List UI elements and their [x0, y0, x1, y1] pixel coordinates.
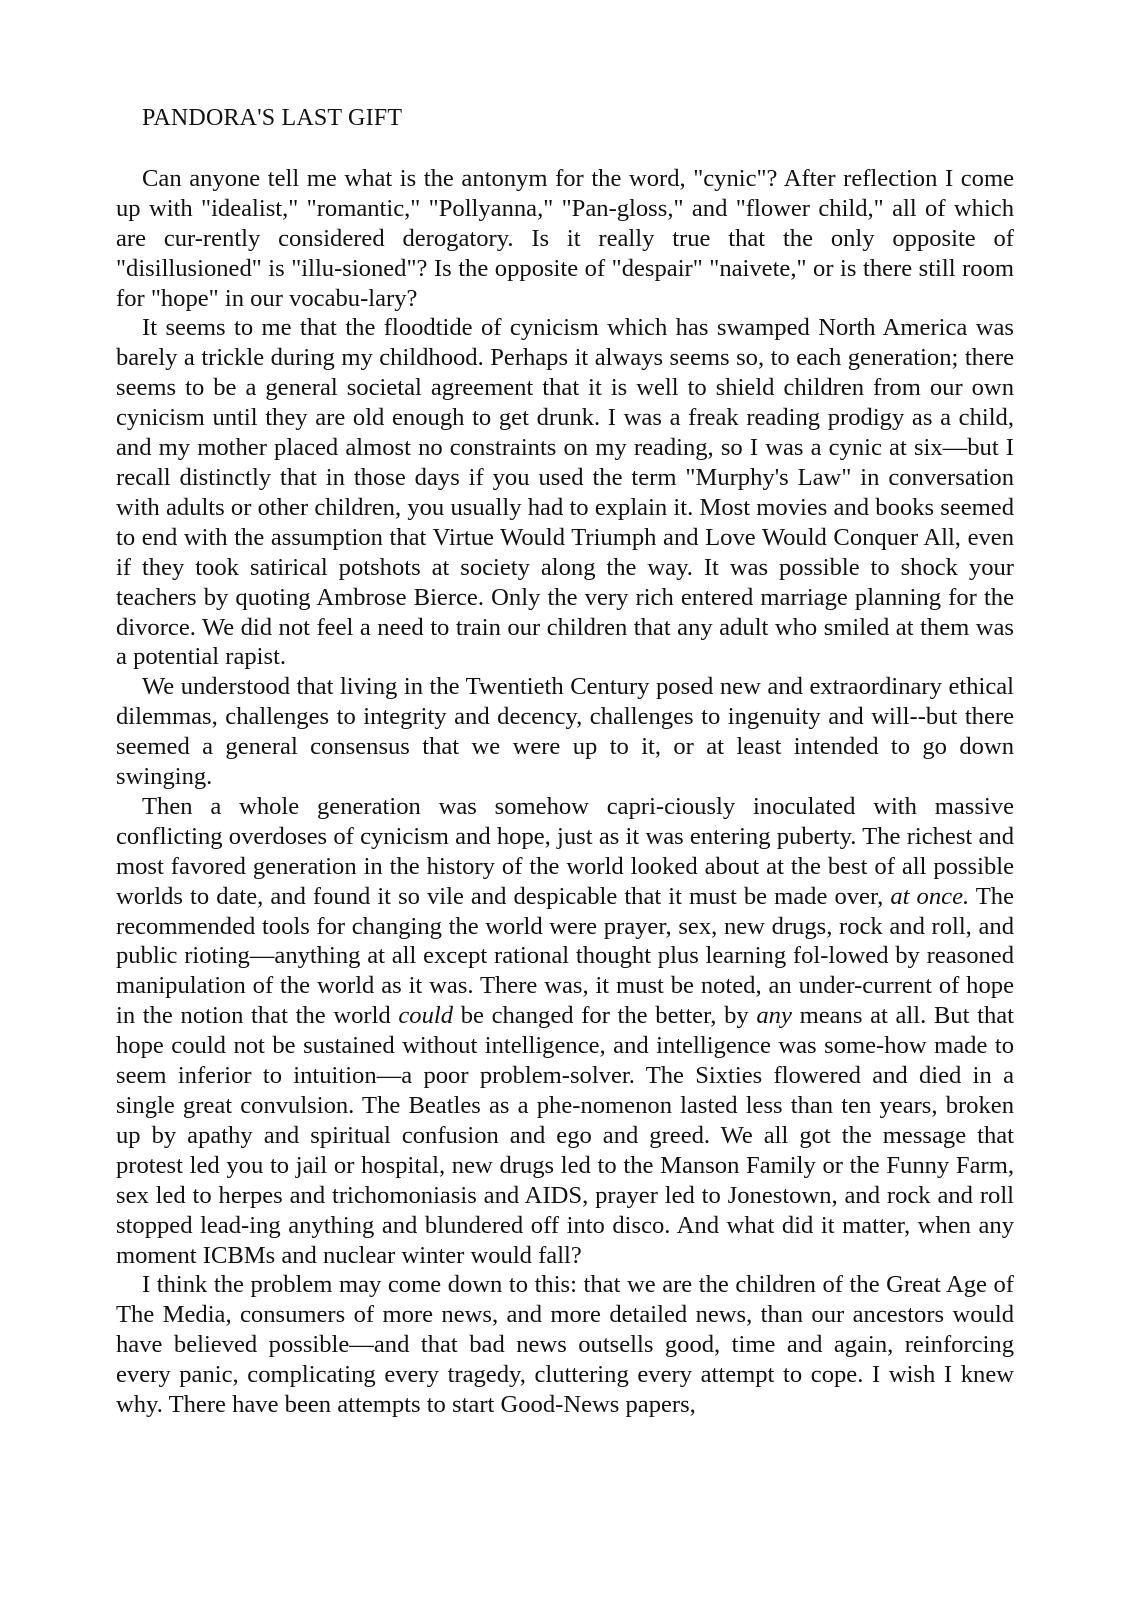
text-run: It seems to me that the floodtide of cynicism which has swamped North America was barely a trickle during my childhood. Perhaps it always seems so, to each generation; there seems to be a general societal agreement that it is well to shield children from our own cynicism until they are old enough to get drunk. I was a freak reading prodigy as a child, and my mother placed almost no constraints on my reading, so I was a cynic at six—but I recall distinctly that in those days if you used the term "Murphy's Law" in conversation with adults or other children, you usually had to explain it. Most movies and books seemed to end with the assumption that Virtue Would Triumph and Love Would Conquer All, even if they took satirical potshots at society along the way. It was possible to shock your teachers by quoting Ambrose Bierce. Only the very rich entered marriage planning for the divorce. We did not feel a need to train our children that any adult who smiled at them was a potential rapist. — [116, 314, 1014, 671]
text-run: Then a whole generation was somehow capri-ciously inoculated with massive conflicting overdoses of cynicism and hope, just as it was entering puberty. The richest and most favored generation in the history of the world looked about at the best of all possible worlds to date, and found it so vile and despicable that it must be made over, — [116, 792, 1014, 910]
body-paragraph — [116, 792, 1014, 1271]
text-run: means at all. But that hope could not be sustained without intelligence, and intelligence was some-how made to seem inferior to intuition—a poor problem-solver. The Sixties flowered and died in a single great convulsion. The Beatles as a phe-nomenon lasted less than ten years, broken up by apathy and spiritual confusion and ego and greed. We all got the message that protest led you to jail or hospital, new drugs led to the Manson Family or the Funny Farm, sex led to herpes and trichomoniasis and AIDS, prayer led to Jonestown, and rock and roll stopped lead-ing anything and blundered off into disco. And what did it matter, when any moment ICBMs and nuclear winter would fall? — [116, 1002, 1014, 1269]
italic-text-run: could — [398, 1002, 454, 1030]
text-run: be changed for the better, by — [453, 1002, 757, 1030]
document-page — [116, 104, 1014, 1420]
text-run: I think the problem may come down to this: that we are the children of the Great Age of The Media, consumers of more news, and more detailed news, than our ancestors would have believed possible—and that bad news outsells good, time and again, reinforcing every panic, complicating every tragedy, cluttering every attempt to cope. I wish I knew why. There have been attempts to start Good-News papers, — [116, 1271, 1014, 1419]
italic-text-run: any — [756, 1002, 792, 1030]
body-paragraph — [116, 164, 1014, 314]
document-title: PANDORA'S LAST GIFT — [142, 105, 403, 131]
text-run: Can anyone tell me what is the antonym for the word, "cynic"? After reflection I come up with "idealist," "romantic," "Pollyanna," "Pan-gloss," and "flower child," all of which are cur-rently considered derogatory. Is it really true that the only opposite of "disillusioned" is "illu-sioned"? Is the opposite of "despair" "naivete," or is there still room for "hope" in our vocabu-lary? — [116, 164, 1014, 312]
italic-text-run: at once. — [890, 882, 970, 910]
body-paragraph — [116, 313, 1014, 672]
document-body — [116, 164, 1014, 1420]
body-paragraph — [116, 1270, 1014, 1420]
text-run: The recommended tools for changing the world were prayer, sex, new drugs, rock and roll, and public rioting—anything at all except rational thought plus learning fol-lowed by reasoned manipulation of the world as it was. There was, it must be noted, an under-current of hope in the notion that the world — [116, 882, 1014, 1030]
body-paragraph — [116, 672, 1014, 792]
text-run: We understood that living in the Twentieth Century posed new and extraordinary ethical dilemmas, challenges to integrity and decency, challenges to ingenuity and will--but there seemed a general consensus that we were up to it, or at least intended to go down swinging. — [116, 673, 1014, 791]
